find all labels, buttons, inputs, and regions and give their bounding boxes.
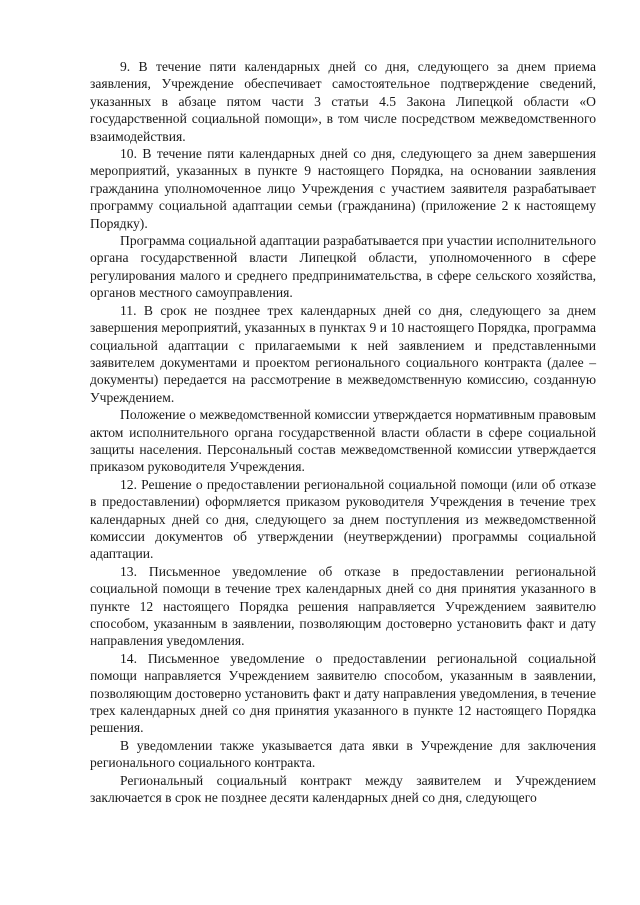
- paragraph-item-14: 14. Письменное уведомление о предоставлении региональной социальной помощи направляется Учреждением заявителю способом, указанным в заявлении, позволяющим достоверно установить факт и дату направления уведомления, в течение трех календарных дней со дня принятия указанного в пункте 12 настоящего Порядка решения.: [90, 650, 596, 736]
- paragraph-item-13: 13. Письменное уведомление об отказе в предоставлении региональной социальной помощи в течение трех календарных дней со дня принятия указанного в пункте 12 настоящего Порядка решения направляется Учреждением заявителю способом, указанным в заявлении, позволяющим достоверно установить факт и дату направления уведомления.: [90, 563, 596, 649]
- paragraph-contract-deadline: Региональный социальный контракт между заявителем и Учреждением заключается в срок не позднее десяти календарных дней со дня, следующего: [90, 772, 596, 806]
- paragraph-commission-regulation: Положение о межведомственной комиссии утверждается нормативным правовым актом исполнительного органа государственной власти области в сфере социальной защиты населения. Персональный состав межведомственной комиссии утверждается приказом руководителя Учреждения.: [90, 407, 596, 475]
- paragraph-item-9: 9. В течение пяти календарных дней со дня, следующего за днем приема заявления, Учреждение обеспечивает самостоятельное подтверждение сведений, указанных в абзаце пятом части 3 статьи 4.5 Закона Липецкой области «О государственной социальной помощи», в том числе посредством межведомственного взаимодействия.: [90, 59, 596, 144]
- document-body: [90, 58, 596, 806]
- paragraph-item-11: 11. В срок не позднее трех календарных дней со дня, следующего за днем завершения мероприятий, указанных в пунктах 9 и 10 настоящего Порядка, программа социальной адаптации с прилагаемыми к ней заявлением и представленными заявителем документами и проектом регионального социального контракта (далее – документы) передается на рассмотрение в межведомственную комиссию, созданную Учреждением.: [90, 302, 596, 405]
- paragraph-appearance-date: В уведомлении также указывается дата явки в Учреждение для заключения регионального социального контракта.: [90, 737, 596, 771]
- paragraph-item-12: 12. Решение о предоставлении региональной социальной помощи (или об отказе в предоставлении) оформляется приказом руководителя Учреждения в течение трех календарных дней со дня, следующего за днем поступления из межведомственной комиссии документов об утверждении (неутверждении) программы социальной адаптации.: [90, 476, 596, 562]
- paragraph-adaptation-program: Программа социальной адаптации разрабатывается при участии исполнительного органа государственной власти Липецкой области, уполномоченного в сфере регулирования малого и среднего предпринимательства, в сфере сельского хозяйства, органов местного самоуправления.: [90, 233, 596, 301]
- paragraph-item-10: 10. В течение пяти календарных дней со дня, следующего за днем завершения мероприятий, указанных в пункте 9 настоящего Порядка, на основании заявления гражданина уполномоченное лицо Учреждения с участием заявителя разрабатывает программу социальной адаптации семьи (гражданина) (приложение 2 к настоящему Порядку).: [90, 146, 596, 231]
